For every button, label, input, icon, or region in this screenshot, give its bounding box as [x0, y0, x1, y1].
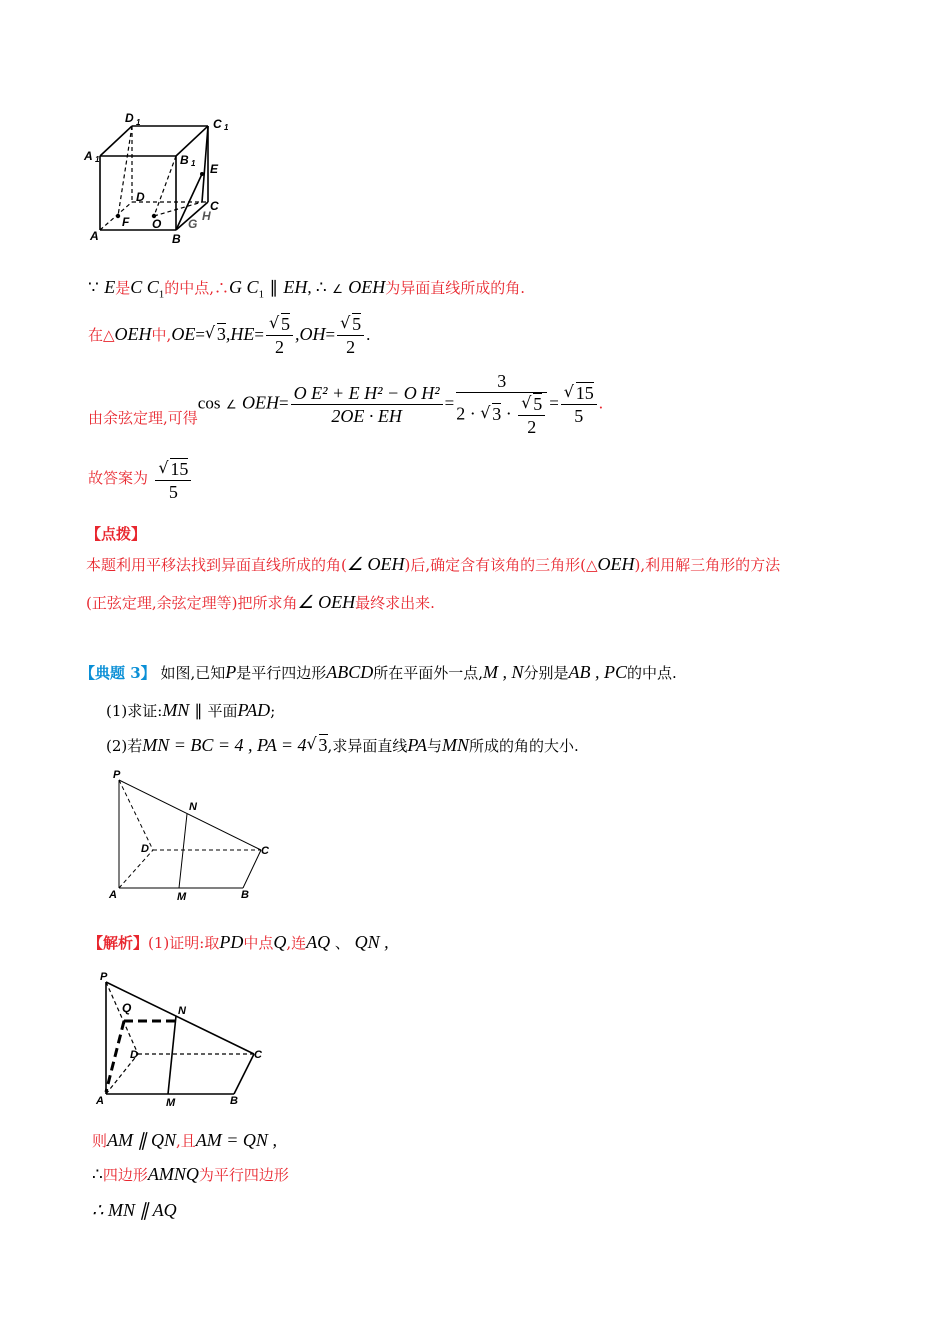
fig3-label-q: Q: [122, 1001, 132, 1015]
fig1-label-g: G: [188, 217, 198, 231]
example-heading: 【典题 3】 如图,已知P是平行四边形ABCD所在平面外一点,M , N分别是AB , PC的中点.: [80, 662, 677, 682]
question-1: (1)求证:MN ∥ 平面PAD;: [106, 700, 276, 720]
solution-heading: 【解析】(1)证明:取PD中点Q,连AQ 、 QN ,: [88, 932, 389, 952]
fig2-label-c: C: [261, 845, 269, 857]
fig1-label-a: A: [90, 229, 99, 243]
fig1-label-o: O: [152, 217, 162, 231]
fig1-label-d: D: [136, 190, 145, 204]
cube-figure: [80, 108, 240, 248]
conclusion-line-1: 则AM ∥ QN,且AM = QN ,: [92, 1130, 277, 1150]
reason-line-1: ∵ E是C $C_1$的中点,∴G $C_1$ ∥ EH, ∴ ∠ OEH为异面直线所成的角.: [88, 277, 526, 301]
fig1-label-a1: A: [84, 149, 93, 163]
fig1-label-b: B: [172, 232, 181, 246]
fig2-label-n: N: [189, 801, 197, 813]
fig3-label-c: C: [254, 1049, 262, 1061]
question-2: (2)若MN = BC = 4 , PA = 4√ 3,求异面直线PA与MN所成的角的大小.: [106, 735, 579, 756]
fig1-label-c: C: [210, 199, 219, 213]
fig1-label-b1: B: [180, 153, 189, 167]
fig2-label-b: B: [241, 889, 249, 901]
pyramid-figure-with-midpoint: [94, 968, 274, 1110]
svg-text:1: 1: [191, 159, 196, 168]
fig2-label-d: D: [141, 843, 149, 855]
fig3-label-a: A: [96, 1095, 104, 1107]
fig3-label-d: D: [130, 1049, 138, 1061]
fig1-label-h: H: [202, 209, 211, 223]
fig3-label-m: M: [166, 1097, 176, 1109]
fig2-label-m: M: [177, 891, 187, 903]
pyramid-figure: [105, 768, 285, 908]
fig1-label-e: E: [210, 162, 219, 176]
conclusion-line-2: ∴四边形AMNQ为平行四边形: [92, 1164, 289, 1184]
fig3-label-n: N: [178, 1005, 186, 1017]
svg-text:1: 1: [224, 123, 229, 132]
fig1-label-f: F: [122, 215, 130, 229]
fig1-label-c1: C: [213, 117, 222, 131]
tip-paragraph-1: 本题利用平移法找到异面直线所成的角(∠ OEH)后,确定含有该角的三角形(△OEH),利用解三角形的方法: [86, 554, 781, 574]
conclusion-line-3: ∴ MN ∥ AQ: [92, 1200, 177, 1220]
fig3-label-b: B: [230, 1095, 238, 1107]
tip-paragraph-2: (正弦定理,余弦定理等)把所求角∠ OEH最终求出来.: [86, 592, 435, 612]
fig3-label-p: P: [100, 971, 108, 983]
reason-line-3: 由余弦定理,可得cos ∠ OEH= $\frac{\text{O E² + E H² − O H²}}{2OE \cdot EH}$ = 3 2 · √ 3 · √ $\frac{5}{2}$ = √ $\frac{15}{5}$ .: [88, 370, 603, 438]
svg-text:1: 1: [95, 155, 100, 164]
svg-text:1: 1: [136, 118, 141, 127]
reason-line-2: 在△OEH中,OE=√ 3,HE= √ $\frac{5}{2}$ ,OH= √ $\frac{5}{2}$ .: [88, 313, 370, 358]
fig1-label-d1: D: [125, 111, 134, 125]
tip-title: 【点拨】: [86, 525, 147, 543]
answer-line: 故答案为 √ $\frac{15}{5}$: [88, 458, 193, 503]
fig2-label-a: A: [109, 889, 117, 901]
fig2-label-p: P: [113, 769, 121, 781]
